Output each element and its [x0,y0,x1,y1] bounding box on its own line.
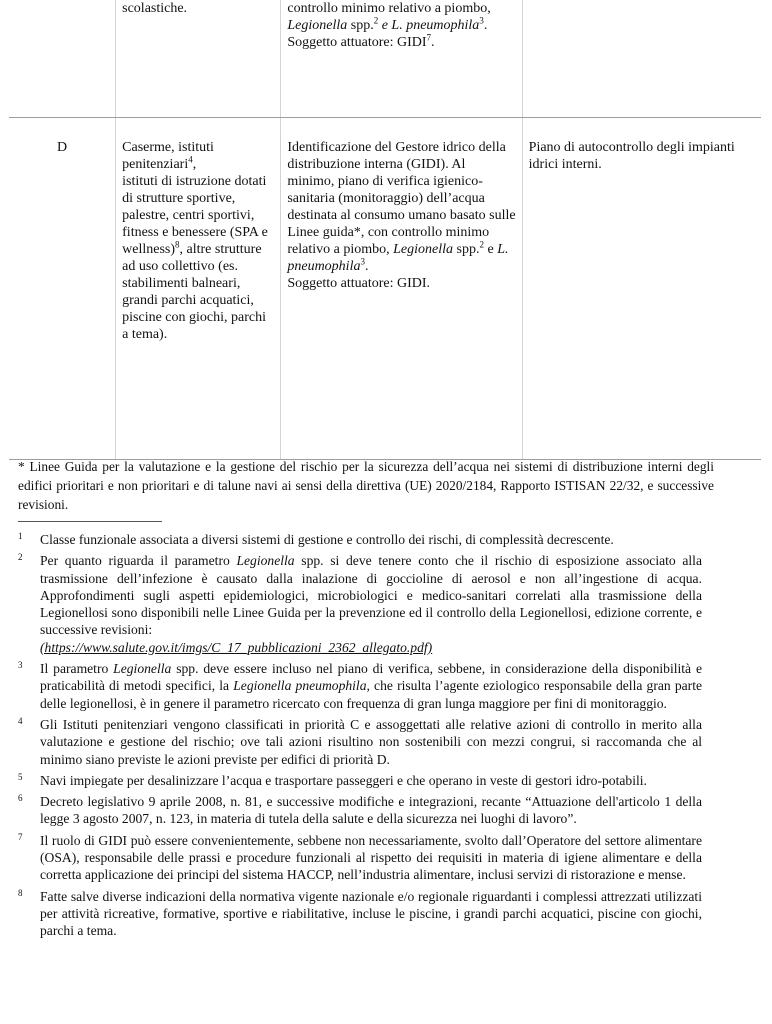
footnote-text: Fatte salve diverse indicazioni della normativa vigente nazionale e/o regionale riguardanti i complessi attrezzati utilizzati per attività ricreative, formative, sportive e riabilitative, incluse le piscine, i grandi parchi acquatici, piscine con giochi, parchi a tema. [40,888,702,939]
output-cell [522,0,761,118]
footnote-item [18,660,702,712]
footnote-separator [18,521,162,522]
footnote-number: 4 [18,715,23,726]
footnote-item [18,716,702,768]
footnote-item [18,552,702,656]
category-cell [9,0,116,118]
category-cell: D [9,118,116,460]
footnote-text: Il parametro Legionella spp. deve essere incluso nel piano di verifica, sebbene, in considerazione della disponibilità e praticabilità di metodi specifici, la Legionella pneumophila, che risulta l’agente eziologico responsabile della gran parte delle legionellosi, è in genere il parametro ricercato con frequenza di gran lunga maggiore per fini di monitoraggio. [40,661,702,711]
footnote-number: 2 [18,552,23,563]
footnote-item [18,832,702,884]
table-note: * Linee Guida per la valutazione e la gestione del rischio per la sicurezza dell’acqua nei sistemi di distribuzione interni degli edifici prioritari e non prioritari e di talune navi ai sensi della direttiva (UE) 2020/2184, Rapporto ISTISAN 22/32, e successive revisioni. [18,459,714,512]
footnote-text: Decreto legislativo 9 aprile 2008, n. 81, e successive modifiche e integrazioni, recante “Attuazione dell'articolo 1 della legge 3 agosto 2007, n. 123, in materia di tutela della salute e della sicurezza nei luoghi di lavoro”. [40,794,702,827]
table-row [9,0,761,118]
footnote-item [18,531,702,548]
footnote-number: 1 [18,531,23,541]
priority-table [9,0,761,460]
footnote-text: Gli Istituti penitenziari vengono classificati in priorità C e assoggettati alle relative azioni di controllo in merito alla valutazione e gestione del rischio; ove tali azioni risultino non sostenibili con mezzi congrui, si raccomanda che al minimo siano previste le azioni previste per edifici di priorità D. [40,716,702,767]
footnotes-list [18,531,702,944]
footnote-number: 6 [18,793,23,804]
footnote-number: 5 [18,771,23,782]
footnote-text: Il ruolo di GIDI può essere convenientemente, sebbene non necessariamente, svolto dall’Operatore del settore alimentare (OSA), responsabile delle prassi e procedure funzionali al rispetto dei requisiti in materia di igiene alimentare e della corretta applicazione dei principi del sistema HACCP, nell’industria alimentare, inclusi servizi di ristorazione e mense. [40,832,702,883]
footnote-number: 7 [18,831,23,842]
description-cell: Caserme, istituti penitenziari$^4$, istituti di istruzione dotati di strutture sportive, palestre, centri sportivi, fitness e benessere (SPA e wellness)$^8$, altre strutture ad uso collettivo (es. stabilimenti balneari, grandi parchi acquatici, piscine con giochi, parchi a tema). [116,118,281,460]
footnote-item [18,793,702,828]
requirements-cell: controllo minimo relativo a piombo, Legionella spp.$^2$ e L. pneumophila$^3$. Soggetto attuatore: GIDI$^7$. [281,0,522,118]
footnote-number: 3 [18,660,23,671]
table-row [9,118,761,460]
description-cell: scolastiche. [116,0,281,118]
output-cell: Piano di autocontrollo degli impianti idrici interni. [522,118,761,460]
footnote-text: Per quanto riguarda il parametro Legionella spp. si deve tenere conto che il rischio di esposizione associato alla trasmissione dell’infezione è causato dalla inalazione di goccioline di aerosol e non all’ingestione di acqua. Approfondimenti sugli aspetti epidemiologici, microbiologici e medico-sanitari correlati alla trasmissione della Legionellosi sono disponibili nelle Linee Guida per la prevenzione ed il controllo della Legionellosi, edizione corrente, e successive revisioni: (https://www.salute.gov.it/imgs/C_17_pubblicazioni_2362_allegato.pdf) [40,553,702,655]
footnote-item [18,772,702,789]
footnote-text: Navi impiegate per desalinizzare l’acqua e trasportare passeggeri e che operano in veste di gestori idro-potabili. [40,772,647,788]
footnote-item [18,888,702,940]
requirements-cell: Identificazione del Gestore idrico della distribuzione interna (GIDI). Al minimo, piano di verifica igienico-sanitaria (monitoraggio) dell’acqua destinata al consumo umano basato sulle Linee guida*, con controllo minimo relativo a piombo, Legionella spp.$^2$ e L. pneumophila$^3$. Soggetto attuatore: GIDI. [281,118,522,460]
footnote-number: 8 [18,887,23,898]
footnote-text: Classe funzionale associata a diversi sistemi di gestione e controllo dei rischi, di complessità decrescente. [40,532,614,547]
